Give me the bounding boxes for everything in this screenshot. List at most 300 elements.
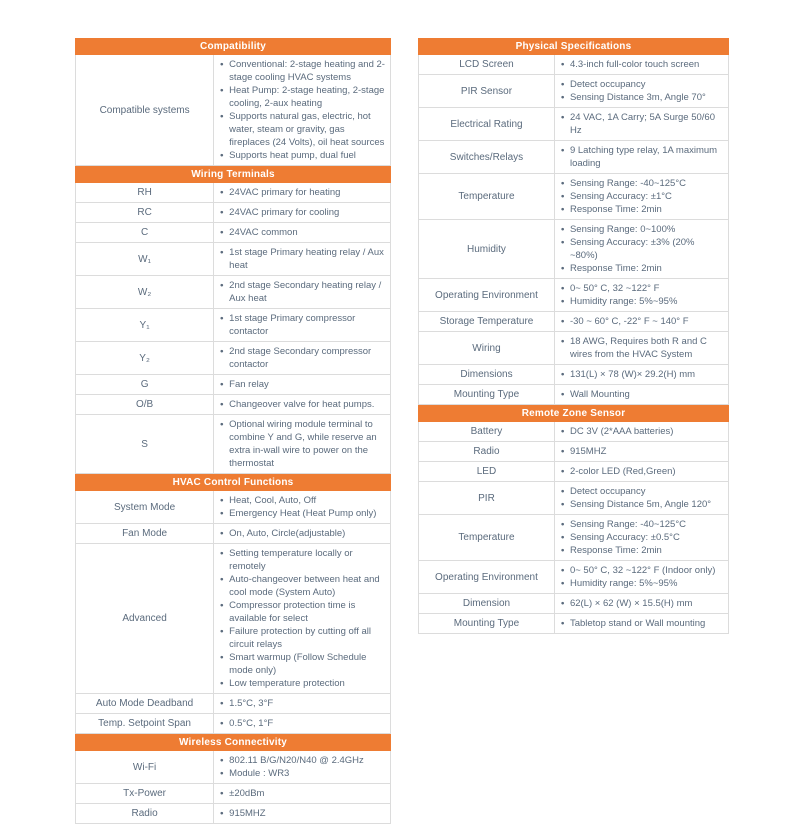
row-label: Auto Mode Deadband: [76, 694, 214, 713]
spec-item: [561, 111, 724, 137]
spec-item: [561, 425, 724, 438]
row-value: [555, 515, 728, 560]
row-value: [555, 561, 728, 593]
table-row: [75, 342, 391, 375]
table-row: [418, 561, 729, 594]
row-value: [214, 395, 390, 414]
spec-item-text: Supports heat pump, dual fuel: [229, 150, 356, 161]
spec-item-text: 2nd stage Secondary compressor contactor: [229, 346, 372, 370]
row-value: [555, 220, 728, 278]
row-label: Tx-Power: [76, 784, 214, 803]
spec-item: [561, 58, 724, 71]
bullet-icon: •: [560, 178, 565, 189]
row-value: [555, 614, 728, 633]
spec-item-text: Failure protection by cutting off all circuit relays: [229, 626, 372, 650]
table-row: [418, 482, 729, 515]
row-label: Y₁: [76, 309, 214, 341]
row-label: W₁: [76, 243, 214, 275]
row-value: [555, 279, 728, 311]
table-row: [75, 714, 391, 734]
spec-item-text: Sensing Distance 5m, Angle 120°: [569, 499, 712, 510]
spec-item: [561, 91, 724, 104]
bullet-icon: •: [560, 466, 565, 477]
row-label: RH: [76, 183, 214, 202]
row-value: [214, 524, 390, 543]
row-label: Temperature: [419, 515, 555, 560]
table-row: [75, 491, 391, 524]
spec-item-text: Emergency Heat (Heat Pump only): [229, 508, 377, 519]
spec-item: [220, 527, 386, 540]
row-label: PIR Sensor: [419, 75, 555, 107]
table-row: [418, 141, 729, 174]
bullet-icon: •: [220, 150, 224, 161]
row-label: Operating Environment: [419, 561, 555, 593]
bullet-icon: •: [560, 499, 565, 510]
row-label: Switches/Relays: [419, 141, 555, 173]
spec-item: [220, 697, 386, 710]
bullet-icon: •: [560, 224, 565, 235]
spec-item-text: 18 AWG, Requires both R and C wires from the HVAC System: [569, 336, 707, 360]
spec-item: [561, 518, 724, 531]
bullet-icon: •: [220, 419, 224, 430]
bullet-icon: •: [560, 389, 565, 400]
row-value: [214, 375, 390, 394]
bullet-icon: •: [560, 336, 565, 347]
spec-item-text: Sensing Range: -40~125°C: [569, 178, 686, 189]
spec-item-text: DC 3V (2*AAA batteries): [569, 426, 674, 437]
table-row: [418, 422, 729, 442]
row-value: [555, 141, 728, 173]
table-row: [75, 203, 391, 223]
bullet-icon: •: [220, 495, 224, 506]
spec-item: [561, 388, 724, 401]
row-value: [555, 385, 728, 404]
table-row: [75, 415, 391, 474]
bullet-icon: •: [220, 111, 224, 122]
spec-item: [561, 282, 724, 295]
row-value: [214, 784, 390, 803]
bullet-icon: •: [220, 379, 224, 390]
bullet-icon: •: [560, 263, 565, 274]
spec-item: [220, 226, 386, 239]
table-row: [418, 462, 729, 482]
spec-item: [220, 677, 386, 690]
row-label: RC: [76, 203, 214, 222]
spec-item: [561, 597, 724, 610]
table-title: Wiring Terminals: [75, 166, 391, 183]
table-row: [418, 385, 729, 405]
bullet-icon: •: [560, 446, 565, 457]
table-row: [418, 515, 729, 561]
spec-item: [561, 335, 724, 361]
table-row: [418, 365, 729, 385]
bullet-icon: •: [220, 227, 224, 238]
spec-item-text: 1st stage Primary heating relay / Aux heat: [229, 247, 384, 271]
row-value: [214, 544, 390, 693]
spec-item-text: 1st stage Primary compressor contactor: [229, 313, 356, 337]
spec-item-text: 131(L) × 78 (W)× 29.2(H) mm: [569, 369, 696, 380]
bullet-icon: •: [560, 204, 565, 215]
row-value: [214, 714, 390, 733]
spec-item-text: 802.11 B/G/N20/N40 @ 2.4GHz: [229, 755, 364, 766]
spec-item: [561, 368, 724, 381]
spec-item: [220, 345, 386, 371]
row-value: [214, 183, 390, 202]
bullet-icon: •: [220, 399, 224, 410]
spec-item-text: Heat, Cool, Auto, Off: [229, 495, 317, 506]
row-label: Dimensions: [419, 365, 555, 384]
row-value: [555, 108, 728, 140]
spec-item-text: Sensing Accuracy: ±0.5°C: [569, 532, 680, 543]
row-label: S: [76, 415, 214, 473]
bullet-icon: •: [560, 316, 565, 327]
row-label: Y₂: [76, 342, 214, 374]
spec-item-text: Tabletop stand or Wall mounting: [569, 618, 706, 629]
spec-item-text: Response Time: 2min: [569, 204, 662, 215]
row-value: [555, 174, 728, 219]
row-label: W₂: [76, 276, 214, 308]
spec-item-text: 2nd stage Secondary heating relay / Aux heat: [229, 280, 382, 304]
spec-item: [561, 203, 724, 216]
spec-item-text: Detect occupancy: [569, 79, 646, 90]
spec-item: [220, 807, 386, 820]
row-value: [555, 422, 728, 441]
bullet-icon: •: [560, 565, 565, 576]
spec-item: [561, 485, 724, 498]
bullet-icon: •: [220, 808, 224, 819]
row-value: [214, 491, 390, 523]
table-title: Wireless Connectivity: [75, 734, 391, 751]
row-label: G: [76, 375, 214, 394]
left-column: [75, 38, 391, 824]
spec-item-text: Sensing Distance 3m, Angle 70°: [569, 92, 706, 103]
spec-item: [220, 418, 386, 470]
row-value: [555, 55, 728, 74]
spec-item-text: Changeover valve for heat pumps.: [229, 399, 375, 410]
table-row: [75, 243, 391, 276]
right-column: [418, 38, 729, 634]
spec-item-text: 0~ 50° C, 32 ~122° F (Indoor only): [569, 565, 716, 576]
spec-item-text: 915MHZ: [569, 446, 607, 457]
spec-item: [561, 577, 724, 590]
bullet-icon: •: [560, 532, 565, 543]
spec-item-text: Response Time: 2min: [569, 263, 662, 274]
table-row: [75, 544, 391, 694]
spec-item: [220, 279, 386, 305]
row-value: [214, 243, 390, 275]
spec-item: [220, 547, 386, 573]
spec-item-text: Response Time: 2min: [569, 545, 662, 556]
spec-item-text: Detect occupancy: [569, 486, 646, 497]
bullet-icon: •: [220, 548, 224, 559]
spec-item-text: ±20dBm: [229, 788, 265, 799]
spec-item: [220, 84, 386, 110]
spec-item-text: Optional wiring module terminal to combine Y and G, while reserve an extra in-wall wire to power on the thermostat: [229, 419, 377, 469]
bullet-icon: •: [220, 678, 224, 689]
spec-item-text: 0~ 50° C, 32 ~122° F: [569, 283, 660, 294]
table-row: [418, 174, 729, 220]
row-label: Wi-Fi: [76, 751, 214, 783]
row-label: LCD Screen: [419, 55, 555, 74]
bullet-icon: •: [560, 618, 565, 629]
row-value: [555, 332, 728, 364]
spec-item: [220, 398, 386, 411]
spec-item-text: Sensing Accuracy: ±3% (20% ~80%): [569, 237, 695, 261]
row-value: [214, 276, 390, 308]
spec-item-text: Humidity range: 5%~95%: [569, 296, 678, 307]
spec-item-text: 1.5°C, 3°F: [229, 698, 274, 709]
spec-item-text: Wall Mounting: [569, 389, 630, 400]
spec-item: [220, 599, 386, 625]
row-label: Advanced: [76, 544, 214, 693]
row-value: [214, 55, 390, 165]
spec-item-text: Low temperature protection: [229, 678, 345, 689]
spec-item: [220, 507, 386, 520]
spec-item-text: 24VAC primary for cooling: [229, 207, 340, 218]
spec-item: [561, 445, 724, 458]
table-row: [75, 55, 391, 166]
table-row: [418, 594, 729, 614]
bullet-icon: •: [220, 528, 224, 539]
bullet-icon: •: [220, 755, 224, 766]
spec-item-text: 24VAC common: [229, 227, 298, 238]
bullet-icon: •: [220, 788, 224, 799]
spec-item: [220, 494, 386, 507]
row-label: C: [76, 223, 214, 242]
spec-item: [220, 246, 386, 272]
row-value: [214, 309, 390, 341]
spec-table: [75, 474, 391, 734]
bullet-icon: •: [220, 768, 224, 779]
row-value: [214, 223, 390, 242]
row-label: Humidity: [419, 220, 555, 278]
bullet-icon: •: [560, 59, 565, 70]
row-value: [555, 442, 728, 461]
bullet-icon: •: [560, 191, 565, 202]
spec-item: [561, 78, 724, 91]
spec-item-text: Supports natural gas, electric, hot water, steam or gravity, gas fireplaces (24 Volts), oil heat sources: [229, 111, 385, 148]
spec-table: [418, 38, 729, 405]
bullet-icon: •: [220, 652, 224, 663]
table-row: [75, 183, 391, 203]
spec-item-text: 4.3-inch full-color touch screen: [569, 59, 700, 70]
bullet-icon: •: [560, 112, 565, 123]
row-value: [555, 482, 728, 514]
bullet-icon: •: [220, 718, 224, 729]
row-label: Operating Environment: [419, 279, 555, 311]
row-label: Compatible systems: [76, 55, 214, 165]
spec-item-text: Conventional: 2-stage heating and 2-stage cooling HVAC systems: [229, 59, 385, 83]
row-value: [555, 75, 728, 107]
row-label: Fan Mode: [76, 524, 214, 543]
row-label: PIR: [419, 482, 555, 514]
spec-item-text: 62(L) × 62 (W) × 15.5(H) mm: [569, 598, 693, 609]
spec-item-text: Fan relay: [229, 379, 269, 390]
spec-item-text: 0.5°C, 1°F: [229, 718, 274, 729]
bullet-icon: •: [560, 296, 565, 307]
spec-item: [220, 787, 386, 800]
row-value: [214, 751, 390, 783]
spec-item-text: 915MHZ: [229, 808, 266, 819]
table-row: [75, 375, 391, 395]
row-value: [555, 312, 728, 331]
row-label: Electrical Rating: [419, 108, 555, 140]
spec-item: [220, 651, 386, 677]
spec-item: [561, 177, 724, 190]
bullet-icon: •: [560, 486, 565, 497]
table-row: [75, 751, 391, 784]
row-label: Mounting Type: [419, 385, 555, 404]
spec-item: [220, 312, 386, 338]
table-row: [418, 442, 729, 462]
bullet-icon: •: [560, 92, 565, 103]
bullet-icon: •: [220, 626, 224, 637]
row-label: LED: [419, 462, 555, 481]
table-row: [418, 614, 729, 634]
bullet-icon: •: [560, 237, 565, 248]
spec-item: [220, 717, 386, 730]
spec-item: [220, 573, 386, 599]
bullet-icon: •: [220, 280, 224, 291]
table-row: [418, 55, 729, 75]
bullet-icon: •: [220, 85, 224, 96]
spec-item-text: 24 VAC, 1A Carry; 5A Surge 50/60 Hz: [569, 112, 715, 136]
bullet-icon: •: [560, 598, 565, 609]
spec-item: [220, 110, 386, 149]
row-label: Dimension: [419, 594, 555, 613]
bullet-icon: •: [220, 247, 224, 258]
row-value: [555, 462, 728, 481]
bullet-icon: •: [560, 79, 565, 90]
table-row: [75, 784, 391, 804]
spec-item: [220, 58, 386, 84]
spec-item-text: Setting temperature locally or remotely: [229, 548, 353, 572]
bullet-icon: •: [220, 698, 224, 709]
row-label: Radio: [76, 804, 214, 823]
spec-item: [561, 531, 724, 544]
spec-item-text: 24VAC primary for heating: [229, 187, 341, 198]
row-value: [214, 203, 390, 222]
table-title: Compatibility: [75, 38, 391, 55]
spec-item-text: Auto-changeover between heat and cool mode (System Auto): [229, 574, 380, 598]
spec-item: [220, 625, 386, 651]
bullet-icon: •: [220, 574, 224, 585]
spec-item-text: Sensing Range: -40~125°C: [569, 519, 686, 530]
bullet-icon: •: [560, 426, 565, 437]
table-row: [75, 804, 391, 824]
spec-item-text: 9 Latching type relay, 1A maximum loading: [569, 145, 718, 169]
spec-table: [75, 38, 391, 166]
bullet-icon: •: [220, 313, 224, 324]
spec-item: [561, 262, 724, 275]
bullet-icon: •: [560, 369, 565, 380]
spec-item: [561, 564, 724, 577]
spec-item: [220, 186, 386, 199]
spec-item: [220, 754, 386, 767]
spec-item: [220, 378, 386, 391]
spec-item-text: On, Auto, Circle(adjustable): [229, 528, 346, 539]
table-row: [75, 276, 391, 309]
table-row: [418, 75, 729, 108]
spec-item-text: -30 ~ 60° C, -22° F ~ 140° F: [569, 316, 689, 327]
row-label: Temperature: [419, 174, 555, 219]
spec-item: [220, 149, 386, 162]
spec-item-text: Heat Pump: 2-stage heating, 2-stage cooling, 2-aux heating: [229, 85, 385, 109]
spec-table: [75, 734, 391, 824]
table-row: [418, 220, 729, 279]
spec-item: [561, 617, 724, 630]
bullet-icon: •: [560, 519, 565, 530]
table-row: [75, 694, 391, 714]
table-row: [75, 524, 391, 544]
spec-item: [561, 190, 724, 203]
row-label: O/B: [76, 395, 214, 414]
bullet-icon: •: [560, 545, 565, 556]
spec-item-text: Sensing Range: 0~100%: [569, 224, 676, 235]
row-value: [555, 594, 728, 613]
table-row: [418, 312, 729, 332]
bullet-icon: •: [560, 283, 565, 294]
spec-item-text: Smart warmup (Follow Schedule mode only): [229, 652, 367, 676]
row-value: [214, 342, 390, 374]
bullet-icon: •: [220, 508, 224, 519]
bullet-icon: •: [220, 346, 224, 357]
row-label: Mounting Type: [419, 614, 555, 633]
spec-item: [561, 498, 724, 511]
row-label: Radio: [419, 442, 555, 461]
table-row: [418, 332, 729, 365]
row-label: System Mode: [76, 491, 214, 523]
row-label: Storage Temperature: [419, 312, 555, 331]
row-label: Temp. Setpoint Span: [76, 714, 214, 733]
spec-table: [418, 405, 729, 634]
spec-item: [561, 315, 724, 328]
bullet-icon: •: [560, 578, 565, 589]
spec-item: [561, 544, 724, 557]
bullet-icon: •: [560, 145, 565, 156]
spec-item-text: Humidity range: 5%~95%: [569, 578, 678, 589]
spec-item-text: Module : WR3: [229, 768, 290, 779]
row-value: [214, 804, 390, 823]
row-value: [214, 694, 390, 713]
spec-table: [75, 166, 391, 474]
spec-item: [220, 206, 386, 219]
table-title: Remote Zone Sensor: [418, 405, 729, 422]
table-row: [75, 309, 391, 342]
spec-item-text: Compressor protection time is available for select: [229, 600, 356, 624]
table-row: [75, 223, 391, 243]
spec-item: [561, 295, 724, 308]
bullet-icon: •: [220, 600, 224, 611]
row-label: Wiring: [419, 332, 555, 364]
row-value: [555, 365, 728, 384]
table-title: Physical Specifications: [418, 38, 729, 55]
spec-item: [561, 236, 724, 262]
row-value: [214, 415, 390, 473]
bullet-icon: •: [220, 59, 224, 70]
table-row: [75, 395, 391, 415]
spec-item: [561, 144, 724, 170]
spec-item: [561, 465, 724, 478]
spec-item: [561, 223, 724, 236]
table-title: HVAC Control Functions: [75, 474, 391, 491]
table-row: [418, 108, 729, 141]
spec-item-text: 2-color LED (Red,Green): [569, 466, 676, 477]
bullet-icon: •: [220, 187, 224, 198]
table-row: [418, 279, 729, 312]
bullet-icon: •: [220, 207, 224, 218]
spec-item-text: Sensing Accuracy: ±1°C: [569, 191, 672, 202]
